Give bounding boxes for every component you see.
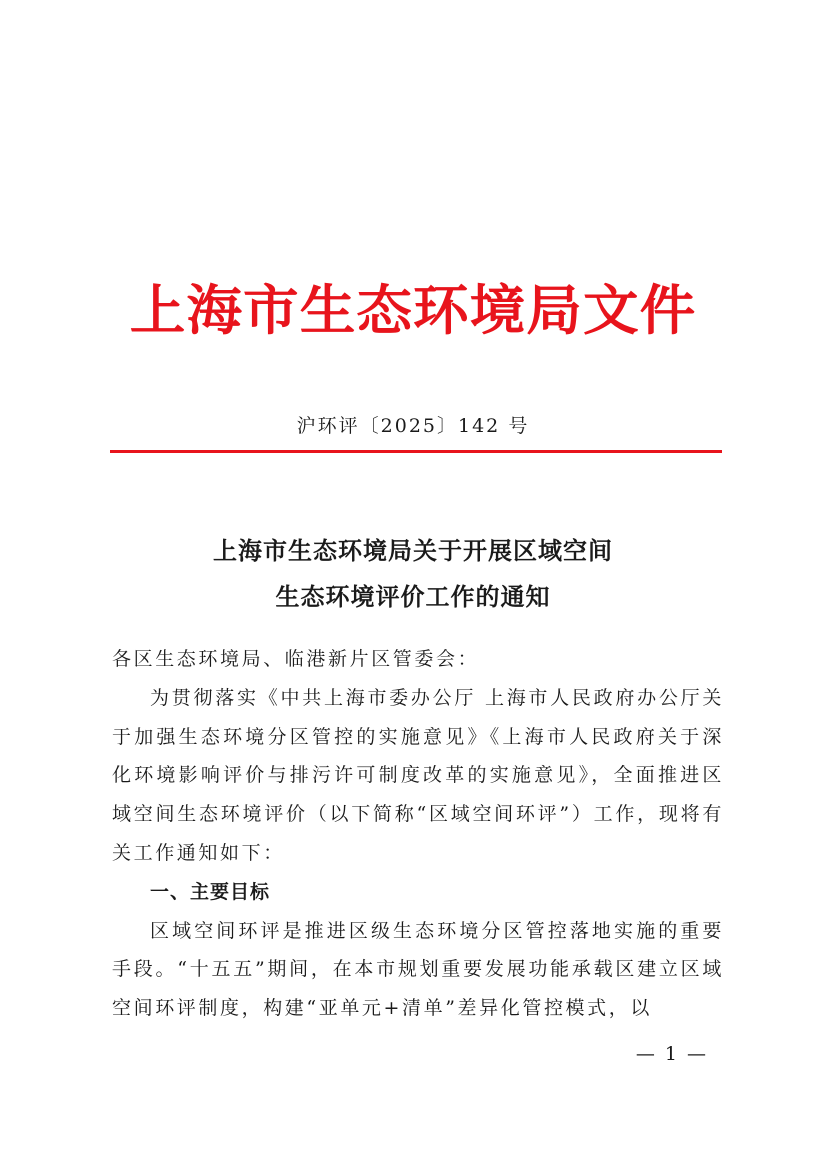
page-number: — 1 — bbox=[635, 1043, 708, 1065]
document-title-line-2: 生态环境评价工作的通知 bbox=[275, 582, 551, 611]
document-title bbox=[0, 528, 826, 620]
document-title-line-1: 上海市生态环境局关于开展区域空间 bbox=[213, 536, 613, 565]
document-body bbox=[112, 640, 724, 1028]
red-divider-line bbox=[110, 450, 722, 453]
body-paragraph: 区域空间环评是推进区级生态环境分区管控落地实施的重要手段。“十五五”期间，在本市规划重要发展功能承载区建立区域空间环评制度，构建“亚单元+清单”差异化管控模式，以 bbox=[112, 919, 724, 1020]
section-heading: 一、主要目标 bbox=[150, 880, 271, 903]
document-number: 沪环评〔2025〕142 号 bbox=[296, 415, 530, 437]
body-paragraph: 为贯彻落实《中共上海市委办公厅 上海市人民政府办公厅关于加强生态环境分区管控的实施意见》《上海市人民政府关于深化环境影响评价与排污许可制度改革的实施意见》，全面推进区域空间生态环境评价（以下简称“区域空间环评”）工作，现将有关工作通知如下： bbox=[112, 686, 724, 864]
issuing-authority-header: 上海市生态环境局文件 bbox=[129, 278, 697, 342]
salutation: 各区生态环境局、临港新片区管委会： bbox=[112, 648, 480, 670]
